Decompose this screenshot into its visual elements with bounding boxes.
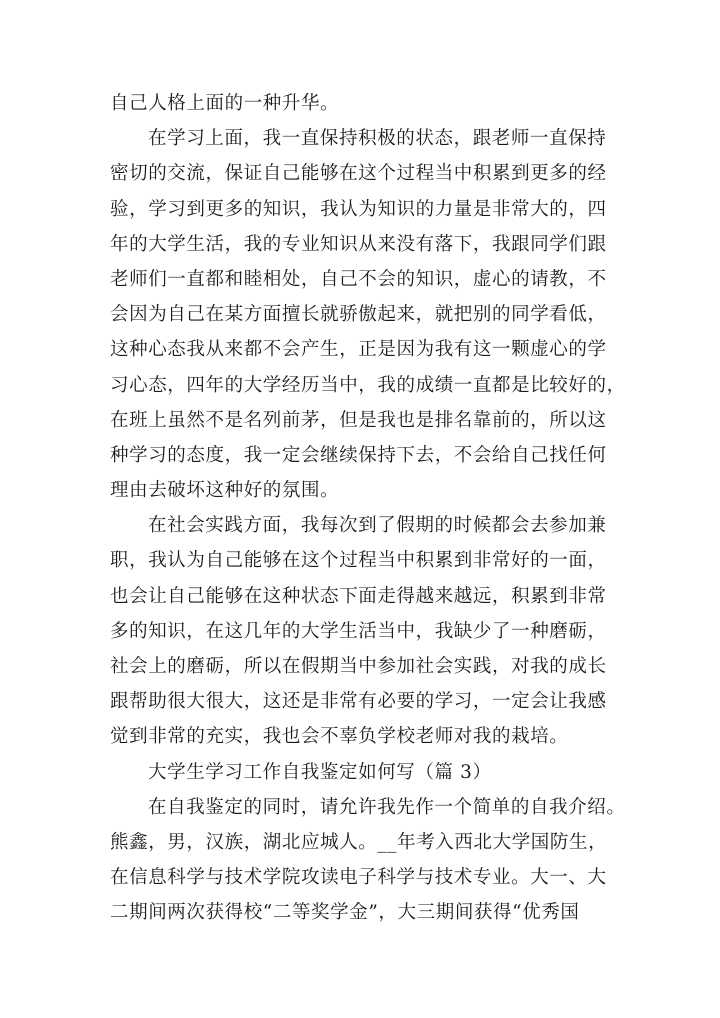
text-line: 老师们一直都和睦相处，自己不会的知识，虚心的请教，不 [110, 268, 607, 290]
text-line: 验，学习到更多的知识，我认为知识的力量是非常大的，四 [110, 198, 607, 220]
text-line: 跟帮助很大很大，这还是非常有必要的学习，一定会让我感 [110, 691, 607, 713]
text-line: 职，我认为自己能够在这个过程当中积累到非常好的一面， [110, 550, 607, 572]
text-line: 在自我鉴定的同时，请允许我先作一个简单的自我介绍。 [148, 796, 626, 818]
text-line: 这种心态我从来都不会产生，正是因为我有这一颗虚心的学 [110, 339, 607, 361]
text-line: 大学生学习工作自我鉴定如何写（篇 3） [148, 761, 492, 783]
text-line: 年的大学生活，我的专业知识从来没有落下，我跟同学们跟 [110, 233, 607, 255]
text-line: 会因为自己在某方面擅长就骄傲起来，就把别的同学看低， [110, 304, 607, 326]
document-body [110, 86, 626, 931]
text-line: 二期间两次获得校“二等奖学金”，大三期间获得“优秀国 [110, 902, 580, 924]
text-line: 自己人格上面的一种升华。 [110, 93, 340, 114]
text-line: 也会让自己能够在这种状态下面走得越来越远，积累到非常 [110, 585, 607, 607]
text-line: 社会上的磨砺，所以在假期当中参加社会实践，对我的成长 [110, 656, 607, 677]
text-line: 种学习的态度，我一定会继续保持下去，不会给自己找任何 [110, 444, 607, 466]
text-line: 在信息科学与技术学院攻读电子科学与技术专业。大一、大 [110, 867, 607, 889]
text-line: 在社会实践方面，我每次到了假期的时候都会去参加兼 [148, 515, 607, 537]
text-line: 理由去破坏这种好的氛围。 [110, 480, 340, 502]
text-line: 觉到非常的充实，我也会不辜负学校老师对我的栽培。 [110, 726, 569, 748]
text-line: 习心态，四年的大学经历当中，我的成绩一直都是比较好的， [110, 374, 626, 396]
text-line: 在学习上面，我一直保持积极的状态，跟老师一直保持 [148, 128, 607, 150]
text-line: 多的知识，在这几年的大学生活当中，我缺少了一种磨砺， [110, 620, 607, 642]
text-line: 熊鑫，男，汉族，湖北应城人。__年考入西北大学国防生， [110, 831, 608, 853]
text-line: 密切的交流，保证自己能够在这个过程当中积累到更多的经 [110, 163, 607, 185]
text-line: 在班上虽然不是名列前茅，但是我也是排名靠前的，所以这 [110, 409, 607, 431]
